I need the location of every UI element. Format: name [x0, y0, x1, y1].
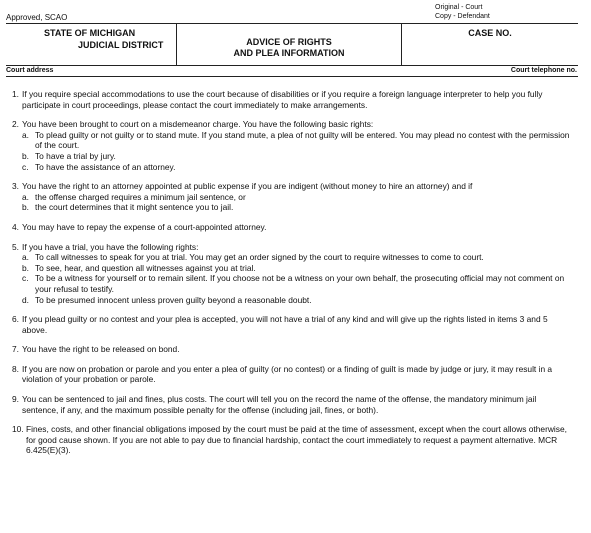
state-label: STATE OF MICHIGAN	[44, 28, 136, 38]
form-title-line1: ADVICE OF RIGHTS	[246, 37, 332, 47]
rights-item	[12, 181, 574, 213]
rights-sub-letter: b.	[22, 150, 29, 161]
rights-item-line	[12, 242, 574, 253]
rights-item-number: 9.	[12, 394, 19, 405]
rights-item	[12, 222, 574, 233]
rights-item-number: 7.	[12, 344, 19, 355]
rights-item-line	[12, 364, 574, 385]
rights-item-line	[12, 119, 574, 130]
rights-sub-letter: c.	[22, 161, 29, 172]
rights-sub-letter: a.	[22, 129, 29, 140]
rights-item-number: 2.	[12, 119, 19, 130]
copy-distribution	[435, 3, 490, 21]
rights-sub-item	[12, 162, 574, 173]
rights-item-text: If you plead guilty or no contest and your plea is accepted, you will not have a trial of any kind and will give up the rights listed in items 3 and 5 above.	[22, 314, 548, 335]
rights-item-text: You have been brought to court on a misdemeanor charge. You have the following basic rights:	[22, 119, 374, 130]
rights-sub-text: the offense charged requires a minimum jail sentence, or	[35, 191, 246, 202]
rights-sub-letter: b.	[22, 202, 29, 213]
rights-sub-item	[12, 202, 574, 213]
rights-sub-text: To see, hear, and question all witnesses against you at trial.	[35, 262, 256, 273]
rights-sub-text: To have a trial by jury.	[35, 150, 116, 161]
rights-item-text: You may have to repay the expense of a court-appointed attorney.	[22, 221, 267, 232]
case-number-cell[interactable]	[402, 24, 578, 65]
rights-sub-letter: d.	[22, 294, 29, 305]
district-label: JUDICIAL DISTRICT	[78, 40, 164, 50]
rights-item	[12, 344, 574, 355]
rights-item-text: If you have a trial, you have the following rights:	[22, 241, 199, 252]
rights-sub-letter: a.	[22, 191, 29, 202]
rights-item	[12, 364, 574, 385]
rights-sub-text: To have the assistance of an attorney.	[35, 161, 176, 172]
rights-item	[12, 119, 574, 172]
court-telephone-label: Court telephone no.	[510, 67, 577, 74]
copy-original: Original - Court	[435, 4, 483, 11]
rights-item-number: 4.	[12, 221, 19, 232]
form-title-cell	[177, 24, 402, 65]
rights-item-number: 3.	[12, 181, 19, 192]
rights-item	[12, 314, 574, 335]
rights-sub-item	[12, 295, 574, 306]
rights-item-text: You have the right to be released on bond.	[22, 344, 180, 355]
rights-sub-text: To call witnesses to speak for you at trial. You may get an order signed by the court to require witnesses to come to court.	[35, 252, 484, 263]
rights-item-text: You can be sentenced to jail and fines, plus costs. The court will tell you on the record the name of the offense, the mandatory minimum jail sentence, if any, and the maximum possible penalty for the offense (including jail, fines, or both).	[22, 394, 537, 415]
rights-sub-item	[12, 130, 574, 151]
rights-sub-letter: b.	[22, 262, 29, 273]
rights-sub-item	[12, 151, 574, 162]
rights-sub-list	[12, 252, 574, 305]
rights-sub-item	[12, 252, 574, 263]
copy-defendant: Copy - Defendant	[435, 13, 490, 20]
approval-note: Approved, SCAO	[6, 13, 68, 22]
rights-item-number: 5.	[12, 241, 19, 252]
rights-sub-list	[12, 192, 574, 213]
rights-item-line	[12, 394, 574, 415]
rights-sub-text: the court determines that it might sentence you to jail.	[35, 202, 234, 213]
rights-item-line	[12, 222, 574, 233]
rights-item-line	[12, 89, 574, 110]
rights-item-line	[12, 181, 574, 192]
court-name-cell	[6, 24, 177, 65]
rights-item	[12, 89, 574, 110]
rights-item	[12, 242, 574, 306]
rights-item-number: 8.	[12, 363, 19, 374]
rights-sub-letter: c.	[22, 273, 29, 284]
court-address-label: Court address	[6, 67, 54, 74]
rights-item-number: 6.	[12, 314, 19, 325]
rights-item-text: Fines, costs, and other financial obligations imposed by the court must be paid at the time of assessment, except when the court allows otherwise, for good cause shown. If you are not able to pay due to financial hardship, contact the court immediately to request a payment alternative. MCR 6.425(E)(3).	[26, 424, 567, 456]
rights-sub-text: To plead guilty or not guilty or to stand mute. If you stand mute, a plea of not guilty will be entered. You may plead no contest with the permission of the court.	[35, 129, 570, 151]
rights-item-line	[12, 314, 574, 335]
rights-sub-list	[12, 130, 574, 172]
court-address-line	[6, 76, 578, 77]
rights-sub-text: To be a witness for yourself or to remain silent. If you choose not be a witness on your own behalf, the prosecuting official may not comment on your refusal to testify.	[35, 273, 565, 294]
rights-sub-item	[12, 263, 574, 274]
rights-sub-item	[12, 192, 574, 203]
rights-sub-item	[12, 273, 574, 294]
rights-item	[12, 394, 574, 415]
form-title-line2: AND PLEA INFORMATION	[233, 48, 345, 58]
rights-item-text: If you require special accommodations to use the court because of disabilities or if you require a foreign language interpreter to help you fully participate in court proceedings, please contact the court immediately to make arrangements.	[22, 89, 543, 110]
rights-item-line	[12, 344, 574, 355]
rights-item-number: 1.	[12, 89, 19, 99]
rights-item-text: If you are now on probation or parole and you enter a plea of guilty (or no contest) or a finding of guilt is made by judge or jury, it may result in a violation of your probation or parole.	[22, 363, 553, 385]
rights-item-number: 10.	[12, 424, 24, 435]
rights-sub-letter: a.	[22, 252, 29, 263]
case-number-label: CASE NO.	[468, 28, 512, 38]
rights-item-text: You have the right to an attorney appointed at public expense if you are indigent (without money to hire an attorney) and if	[22, 181, 473, 192]
form-header	[6, 23, 578, 66]
rights-item	[12, 424, 574, 456]
rights-list	[12, 89, 574, 465]
rights-item-line	[12, 424, 574, 456]
rights-sub-text: To be presumed innocent unless proven guilty beyond a reasonable doubt.	[35, 294, 312, 305]
